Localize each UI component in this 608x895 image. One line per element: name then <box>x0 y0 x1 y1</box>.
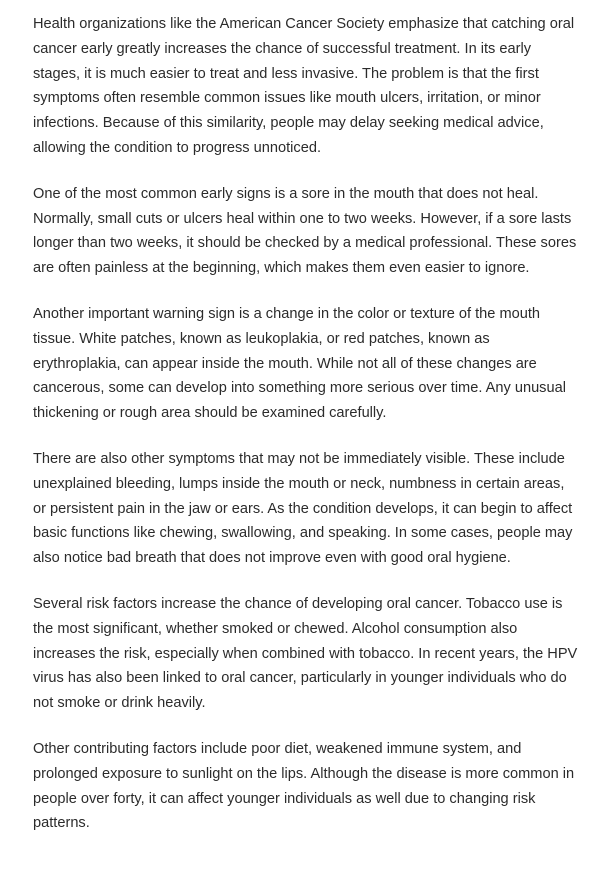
paragraph-color-texture-change: Another important warning sign is a change in the color or texture of the mouth tissue. White patches, known as leukoplakia, or red patches, known as erythroplakia, can appear inside the mouth. While not all of these changes are cancerous, some can develop into something more serious over time. Any unusual thickening or rough area should be examined carefully. <box>33 305 566 422</box>
paragraph-non-healing-sore: One of the most common early signs is a sore in the mouth that does not heal. Normally, small cuts or ulcers heal within one to two weeks. However, if a sore lasts longer than two weeks, it should be checked by a medical professional. These sores are often painless at the beginning, which makes them even easier to ignore. <box>33 185 577 277</box>
paragraph-risk-factors: Several risk factors increase the chance of developing oral cancer. Tobacco use is the most significant, whether smoked or chewed. Alcohol consumption also increases the risk, especially when combined with tobacco. In recent years, the HPV virus has also been linked to oral cancer, particularly in younger individuals who do not smoke or drink heavily. <box>33 595 578 712</box>
paragraph-early-detection: Health organizations like the American Cancer Society emphasize that catching oral cancer early greatly increases the chance of successful treatment. In its early stages, it is much easier to treat and less invasive. The problem is that the first symptoms often resemble common issues like mouth ulcers, irritation, or minor infections. Because of this similarity, people may delay seeking medical advice, allowing the condition to progress unnoticed. <box>33 16 575 156</box>
paragraph-contributing-factors: Other contributing factors include poor diet, weakened immune system, and prolonged exposure to sunlight on the lips. Although the disease is more common in people over forty, it can affect younger individuals as well due to changing risk patterns. <box>33 740 575 832</box>
paragraph-other-symptoms: There are also other symptoms that may not be immediately visible. These include unexplained bleeding, lumps inside the mouth or neck, numbness in certain areas, or persistent pain in the jaw or ears. As the condition develops, it can begin to affect basic functions like chewing, swallowing, and speaking. In some cases, people may also notice bad breath that does not improve even with good oral hygiene. <box>33 450 573 567</box>
article-body <box>33 12 578 857</box>
